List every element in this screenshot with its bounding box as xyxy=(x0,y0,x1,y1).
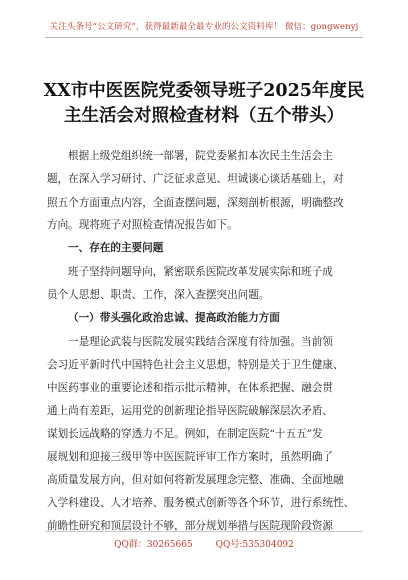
title-line-2: 主生活会对照检查材料（五个带头） xyxy=(64,106,344,126)
section-heading-1: 一、存在的主要问题 xyxy=(68,242,164,254)
body-line-12: 通上尚有差距，运用党的创新理论指导医院破解深层次矛盾、 xyxy=(47,405,334,417)
footer-divider xyxy=(45,531,363,532)
body-line-14: 展规划和迎接三级甲等中医医院评审工作方案时，虽然明确了 xyxy=(47,451,334,463)
body-line-13: 谋划长远战略的穿透力不足。例如，在制定医院“十五五”发 xyxy=(47,428,323,440)
header-divider xyxy=(45,37,363,38)
body-line-10: 会习近平新时代中国特色社会主义思想，特别是关于卫生健康、 xyxy=(47,359,344,371)
body-line-4: 方向。现将班子对照检查情况报告如下。 xyxy=(47,219,238,231)
body-line-9: 一是理论武装与医院发展实践结合深度有待加强。当前领 xyxy=(68,336,333,348)
title-line-1: XX市中医医院党委领导班子2025年度民 xyxy=(43,81,365,101)
footer-qq: QQ号:535304092 xyxy=(215,540,294,550)
document-title xyxy=(40,79,368,129)
body-line-17: 前瞻性研究和顶层设计不够，部分规划举措与医院现阶段资源 xyxy=(47,520,334,532)
body-line-6: 班子坚持问题导向，紧密联系医院改革发展实际和班子成 xyxy=(68,266,333,278)
footer xyxy=(0,537,408,550)
body-line-2: 题，在深入学习研讨、广泛征求意见、坦诚谈心谈话基础上，对 xyxy=(47,173,344,185)
body-line-3: 照五个方面重点内容，全面查摆问题，深刻剖析根源，明确整改 xyxy=(47,197,344,209)
header-notice: 关注头条号“公文研究”，获得最新最全最专业的公文资料库！ 微信：gongwenyj xyxy=(49,22,359,32)
body-line-1: 根据上级党组织统一部署，院党委紧扣本次民主生活会主 xyxy=(68,150,333,162)
body-line-7: 员个人思想、职责、工作，深入查摆突出问题。 xyxy=(47,289,270,301)
subsection-heading-1: （一）带头强化政治忠诚、提高政治能力方面 xyxy=(68,312,280,324)
footer-qq-group: QQ群：30265665 xyxy=(114,540,193,550)
body-line-16: 入学科建设、人才培养、服务模式创新等各个环节，进行系统性、 xyxy=(47,497,355,509)
body-line-15: 高质量发展方向，但对如何将新发展理念完整、准确、全面地融 xyxy=(47,474,344,486)
body-line-11: 中医药事业的重要论述和指示批示精神，在体系把握、融会贯 xyxy=(47,382,334,394)
